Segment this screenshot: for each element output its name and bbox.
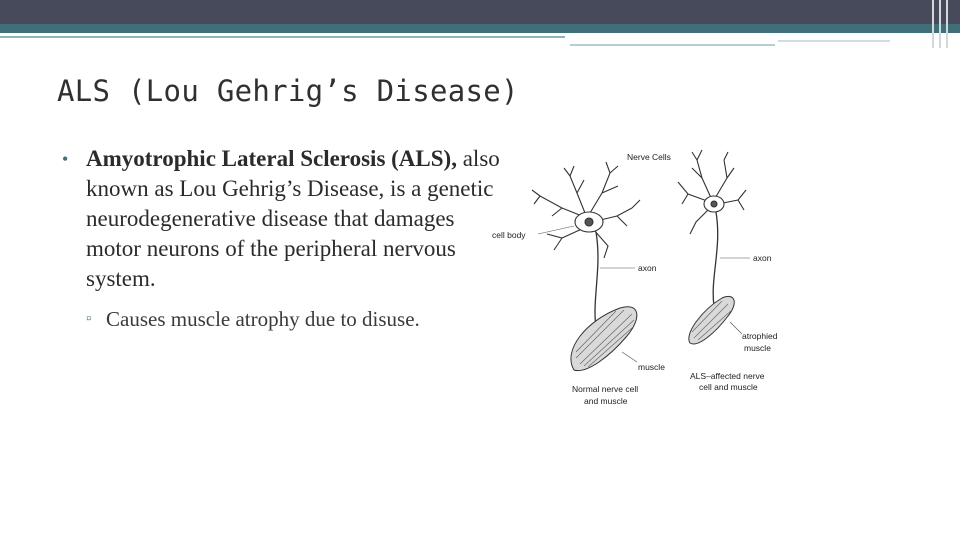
bullet-text: also known as Lou Gehrig’s Disease, is a genetic neurodegenerative disease that damages motor neurons of the peripheral nervous system. <box>86 146 500 291</box>
label-axon-als: axon <box>753 253 772 263</box>
bullet-list <box>62 144 502 334</box>
divider-line <box>778 40 890 42</box>
divider-line <box>0 36 565 38</box>
caption-normal-line2: and muscle <box>584 396 628 406</box>
caption-als-line1: ALS–affected nerve <box>690 371 765 381</box>
label-leaders <box>538 226 750 362</box>
accent-band <box>0 24 960 33</box>
normal-muscle <box>571 307 637 371</box>
bullet-item <box>62 144 502 294</box>
caption-als-line2: cell and muscle <box>699 382 758 392</box>
bullet-dot-icon: • <box>62 149 69 169</box>
divider-line <box>570 44 775 46</box>
sub-bullet-text: Causes muscle atrophy due to disuse. <box>106 307 420 331</box>
atrophied-muscle <box>689 296 734 344</box>
label-muscle: muscle <box>638 362 665 372</box>
figure-title: Nerve Cells <box>627 152 671 162</box>
label-cell-body: cell body <box>492 230 526 240</box>
nerve-cells-diagram <box>492 138 792 413</box>
nerve-cells-figure <box>492 138 792 413</box>
label-axon-normal: axon <box>638 263 657 273</box>
corner-decoration <box>930 0 952 48</box>
sub-bullet-item <box>86 304 502 334</box>
sub-bullet-square-icon: ▫ <box>86 311 92 327</box>
slide-title: ALS (Lou Gehrig’s Disease) <box>57 74 519 108</box>
bullet-bold-text: Amyotrophic Lateral Sclerosis (ALS), <box>86 146 457 171</box>
label-atrophied-line1: atrophied <box>742 331 778 341</box>
als-neuron <box>678 150 746 315</box>
caption-normal-line1: Normal nerve cell <box>572 384 639 394</box>
header-band <box>0 0 960 24</box>
label-atrophied-line2: muscle <box>744 343 771 353</box>
